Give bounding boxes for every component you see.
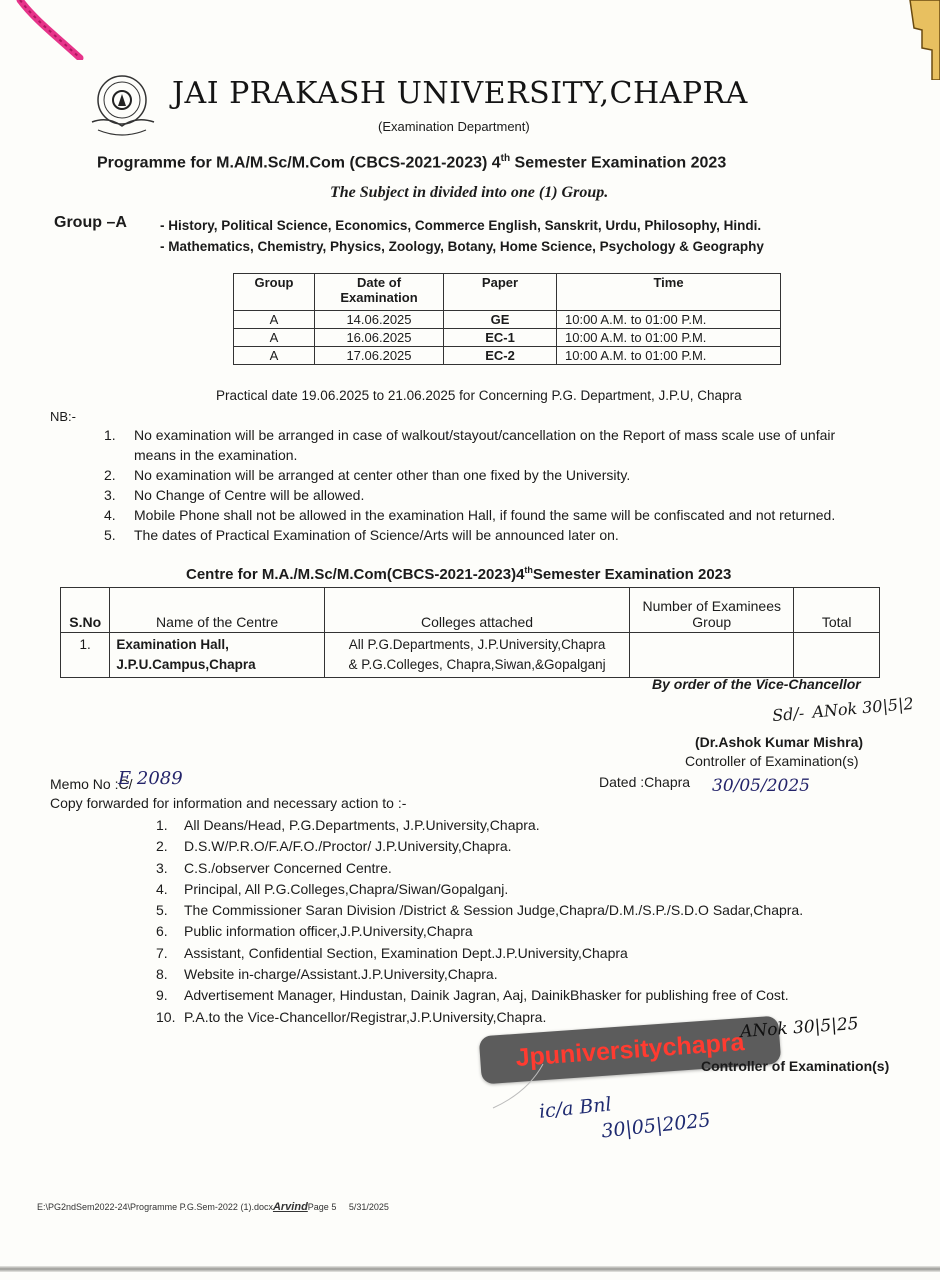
document-footer (37, 1201, 389, 1213)
footer-page: Page 5 (307, 1202, 337, 1212)
centre-name-line-2: J.P.U.Campus,Chapra (116, 657, 256, 672)
recipient-text: All Deans/Head, P.G.Departments, J.P.University,Chapra. (184, 817, 540, 833)
recipient-number: 10. (156, 1008, 176, 1025)
closing-controller-title: Controller of Examination(s) (701, 1058, 890, 1074)
recipient-item (156, 921, 803, 942)
university-logo (88, 70, 160, 142)
recipient-text: Public information officer,J.P.University,Chapra (184, 923, 473, 940)
recipient-text: D.S.W/P.R.O/F.A/F.O./Proctor/ J.P.University,Chapra. (184, 838, 512, 855)
schedule-group: A (234, 347, 315, 365)
nb-item-number: 5. (104, 527, 116, 543)
exam-schedule-table (233, 273, 781, 365)
centre-header-name: Name of the Centre (110, 588, 325, 633)
schedule-header-date: Date of Examination (315, 274, 444, 311)
nb-item-text: Mobile Phone shall not be allowed in the examination Hall, if found the same will be confiscated and not returned. (134, 507, 836, 523)
nb-item-text: No Change of Centre will be allowed. (134, 487, 365, 503)
schedule-time: 10:00 A.M. to 01:00 P.M. (557, 347, 781, 365)
handwritten-signature: Sd/- ANok 30|5|2 (771, 693, 915, 726)
centre-header-row (61, 588, 880, 633)
centre-title (186, 565, 731, 583)
recipient-item (156, 879, 803, 900)
schedule-paper: GE (444, 311, 557, 329)
nb-item-text: No examination will be arranged in case of walkout/stayout/cancellation on the Report of mass scale use of unfair means in the examination. (134, 427, 836, 463)
recipient-text: The Commissioner Saran Division /District & Session Judge,Chapra/D.M./S.P./S.D.O Sadar,Chapra. (184, 902, 804, 919)
recipient-number: 7. (156, 944, 168, 961)
centre-header-colleges: Colleges attached (324, 588, 629, 633)
centre-title-sup: th (524, 565, 533, 575)
subject-group-note: The Subject in divided into one (1) Group. (330, 184, 609, 201)
centre-sno: 1. (61, 633, 110, 678)
centre-name-line-1: Examination Hall, (116, 637, 229, 652)
programme-title-sup: th (500, 153, 511, 164)
centre-table (60, 587, 880, 678)
nb-item-text: The dates of Practical Examination of Science/Arts will be announced later on. (134, 527, 619, 543)
footer-date: 5/31/2025 (348, 1202, 389, 1212)
recipient-number: 1. (156, 817, 168, 833)
schedule-date: 17.06.2025 (315, 347, 444, 365)
closing-signature: ANok 30|5|25 (739, 1013, 860, 1043)
centre-colleges (324, 633, 629, 678)
recipient-item (156, 858, 803, 879)
recipient-item (156, 985, 803, 1006)
nb-list (104, 425, 864, 545)
centre-total (794, 633, 880, 678)
schedule-row (234, 311, 781, 329)
nb-item (104, 525, 864, 545)
recipient-text: Principal, All P.G.Colleges,Chapra/Siwan/Gopalganj. (184, 880, 509, 897)
recipient-number: 6. (156, 923, 168, 940)
centre-colleges-line-2: & P.G.Colleges, Chapra,Siwan,&Gopalganj (348, 657, 606, 672)
recipient-text: Assistant, Confidential Section, Examination Dept.J.P.University,Chapra (184, 944, 628, 961)
nb-item (104, 465, 864, 485)
recipient-item (156, 836, 803, 857)
group-subjects-line-1: - History, Political Science, Economics, Commerce English, Sanskrit, Urdu, Philosophy, Hindi. (160, 218, 762, 233)
nb-label: NB:- (50, 409, 76, 424)
nb-item-number: 1. (104, 427, 116, 443)
handwritten-note-line-1: ic/a Bnl (537, 1093, 613, 1123)
recipient-number: 4. (156, 880, 168, 897)
nb-item (104, 505, 864, 525)
schedule-date: 16.06.2025 (315, 329, 444, 347)
schedule-date: 14.06.2025 (315, 311, 444, 329)
dated-value: 30/05/2025 (712, 776, 810, 796)
recipient-number: 2. (156, 838, 168, 855)
recipient-text: Website in-charge/Assistant.J.P.University,Chapra. (184, 966, 498, 983)
centre-header-total: Total (794, 588, 880, 633)
paper-corner-decoration (900, 0, 940, 80)
schedule-time: 10:00 A.M. to 01:00 P.M. (557, 311, 781, 329)
programme-title-prefix: Programme for M.A/M.Sc/M.Com (CBCS-2021-2023) 4 (97, 154, 501, 172)
centre-name (110, 633, 325, 678)
schedule-row (234, 329, 781, 347)
copy-forwarded-text: Copy forwarded for information and necessary action to :- (50, 795, 407, 811)
handwritten-note-line-2: 30|05|2025 (600, 1109, 712, 1143)
schedule-header-group: Group (234, 274, 315, 311)
schedule-paper: EC-2 (444, 347, 557, 365)
memo-label: Memo No :C/ (50, 776, 133, 792)
schedule-time: 10:00 A.M. to 01:00 P.M. (557, 329, 781, 347)
schedule-header-paper: Paper (444, 274, 557, 311)
recipient-number: 3. (156, 859, 168, 876)
footer-file-path: E:\PG2ndSem2022-24\Programme P.G.Sem-2022 (1).docx (37, 1202, 273, 1212)
schedule-header-time: Time (557, 274, 781, 311)
pink-string-decoration (0, 0, 90, 60)
recipient-item (156, 943, 803, 964)
nb-item-number: 2. (104, 467, 116, 483)
practical-date-note: Practical date 19.06.2025 to 21.06.2025 for Concerning P.G. Department, J.P.U, Chapra (216, 388, 742, 403)
schedule-row (234, 347, 781, 365)
recipient-number: 8. (156, 966, 168, 983)
footer-author: Arvind (272, 1201, 308, 1213)
recipient-item (156, 964, 803, 985)
recipient-item (156, 900, 803, 921)
schedule-group: A (234, 311, 315, 329)
centre-header-examinees: Number of Examinees Group (630, 588, 794, 633)
recipient-list (156, 815, 803, 1028)
centre-title-suffix: Semester Examination 2023 (532, 566, 732, 583)
recipient-item (156, 815, 803, 836)
recipient-text: Advertisement Manager, Hindustan, Dainik Jagran, Aaj, DainikBhasker for publishing free of Cost. (184, 987, 789, 1004)
recipient-text: P.A.to the Vice-Chancellor/Registrar,J.P.University,Chapra. (184, 1008, 547, 1025)
nb-item-text: No examination will be arranged at center other than one fixed by the University. (134, 467, 631, 483)
department-name: (Examination Department) (378, 119, 530, 134)
dated-label: Dated :Chapra (599, 774, 691, 790)
university-title: JAI PRAKASH UNIVERSITY,CHAPRA (172, 76, 748, 111)
nb-item (104, 485, 864, 505)
controller-title: Controller of Examination(s) (685, 753, 859, 769)
nb-item-number: 4. (104, 507, 116, 523)
centre-examinees (630, 633, 794, 678)
nb-item-number: 3. (104, 487, 116, 503)
recipient-text: C.S./observer Concerned Centre. (184, 859, 392, 876)
programme-title-suffix: Semester Examination 2023 (510, 154, 727, 172)
controller-name: (Dr.Ashok Kumar Mishra) (695, 734, 864, 750)
watermark-badge: Jpuniversitychapra (479, 1016, 782, 1085)
centre-row (61, 633, 880, 678)
recipient-number: 9. (156, 987, 168, 1004)
recipient-number: 5. (156, 902, 168, 919)
group-label: Group –A (54, 214, 127, 231)
centre-title-prefix: Centre for M.A./M.Sc/M.Com(CBCS-2021-2023)4 (186, 566, 525, 583)
memo-number: E 2089 (118, 768, 183, 789)
page-edge-shadow (0, 1266, 940, 1272)
programme-title (97, 153, 726, 172)
group-subjects-line-2: - Mathematics, Chemistry, Physics, Zoology, Botany, Home Science, Psychology & Geography (160, 239, 764, 254)
schedule-paper: EC-1 (444, 329, 557, 347)
centre-header-sno: S.No (61, 588, 110, 633)
centre-colleges-line-1: All P.G.Departments, J.P.University,Chapra (348, 637, 606, 652)
schedule-group: A (234, 329, 315, 347)
handwritten-note (538, 1081, 712, 1150)
nb-item (104, 425, 864, 465)
schedule-header-row (234, 274, 781, 311)
by-order-text: By order of the Vice-Chancellor (652, 676, 861, 692)
